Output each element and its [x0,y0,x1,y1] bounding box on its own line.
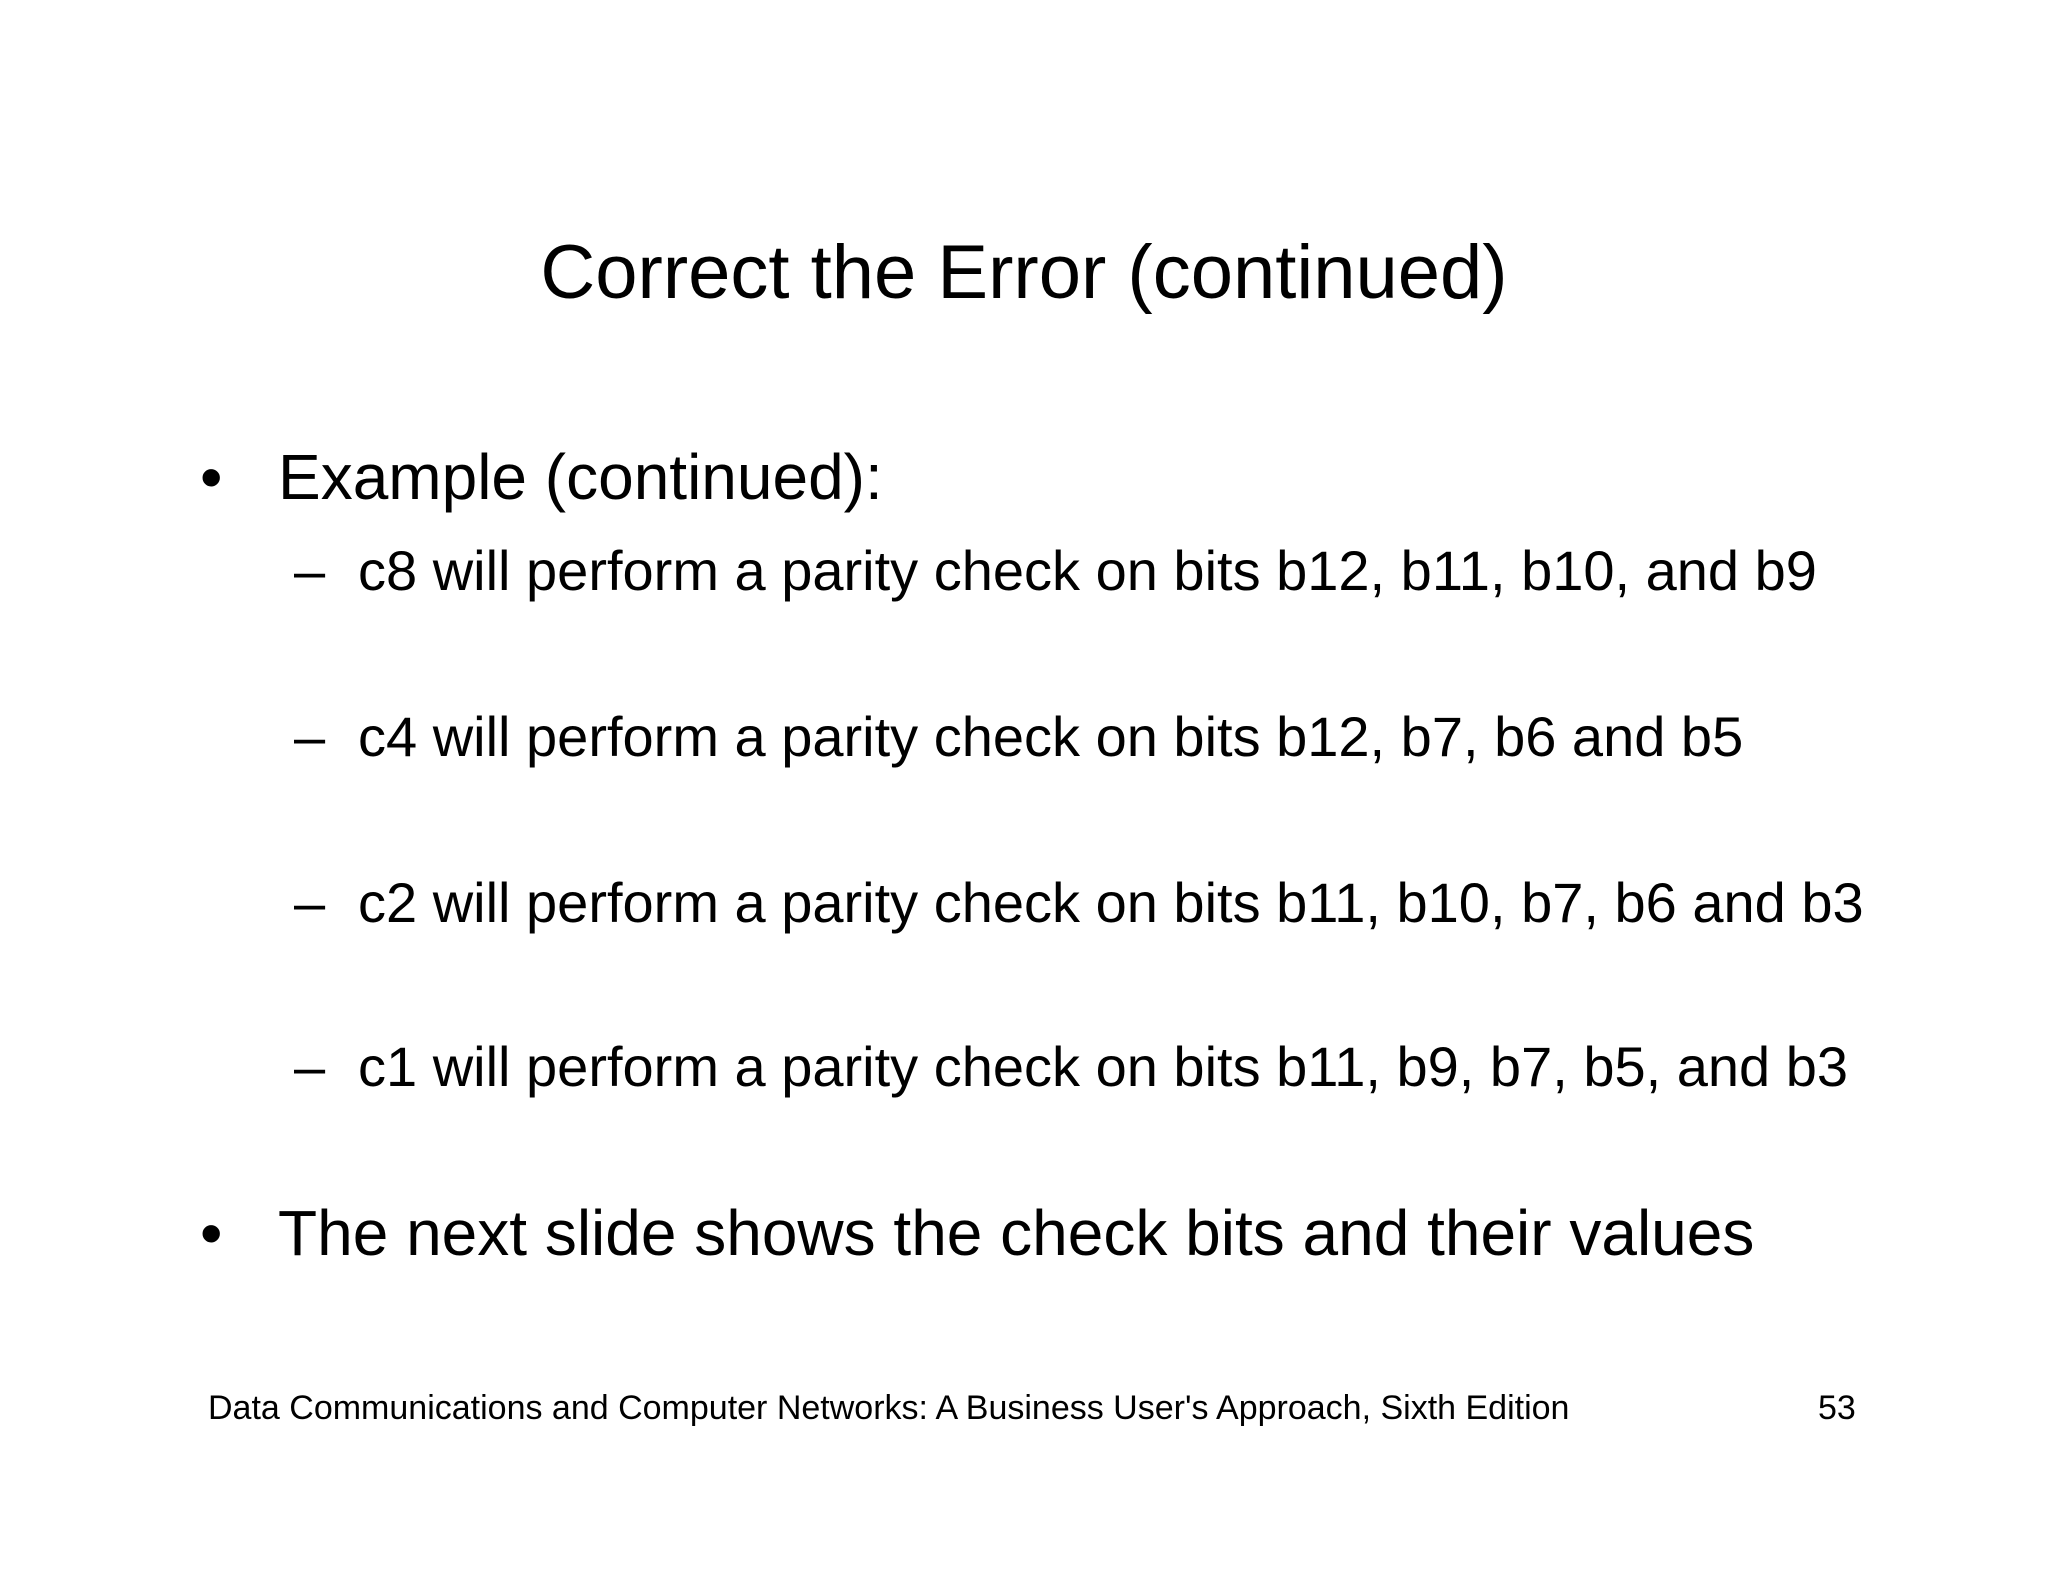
dash-icon: – [294,1035,326,1098]
footer-source: Data Communications and Computer Networks: A Business User's Approach, Sixth Edition [208,1389,1570,1427]
dash-icon: – [294,705,326,768]
bullet-icon: • [200,1197,223,1269]
dash-icon: – [294,871,326,934]
page-number: 53 [1818,1389,1856,1427]
sub-bullet-text: c8 will perform a parity check on bits b12, b11, b10, and b9 [358,539,1817,602]
sub-bullet-text: c2 will perform a parity check on bits b11, b10, b7, b6 and b3 [358,871,1864,934]
sub-bullet-text: c4 will perform a parity check on bits b12, b7, b6 and b5 [358,705,1744,768]
bullet-icon: • [200,441,223,513]
bullet-text: The next slide shows the check bits and their values [278,1197,1755,1269]
bullet-text: Example (continued): [278,441,883,513]
sub-bullet-text: c1 will perform a parity check on bits b11, b9, b7, b5, and b3 [358,1035,1849,1098]
slide-title: Correct the Error (continued) [540,230,1508,315]
dash-icon: – [294,539,326,602]
